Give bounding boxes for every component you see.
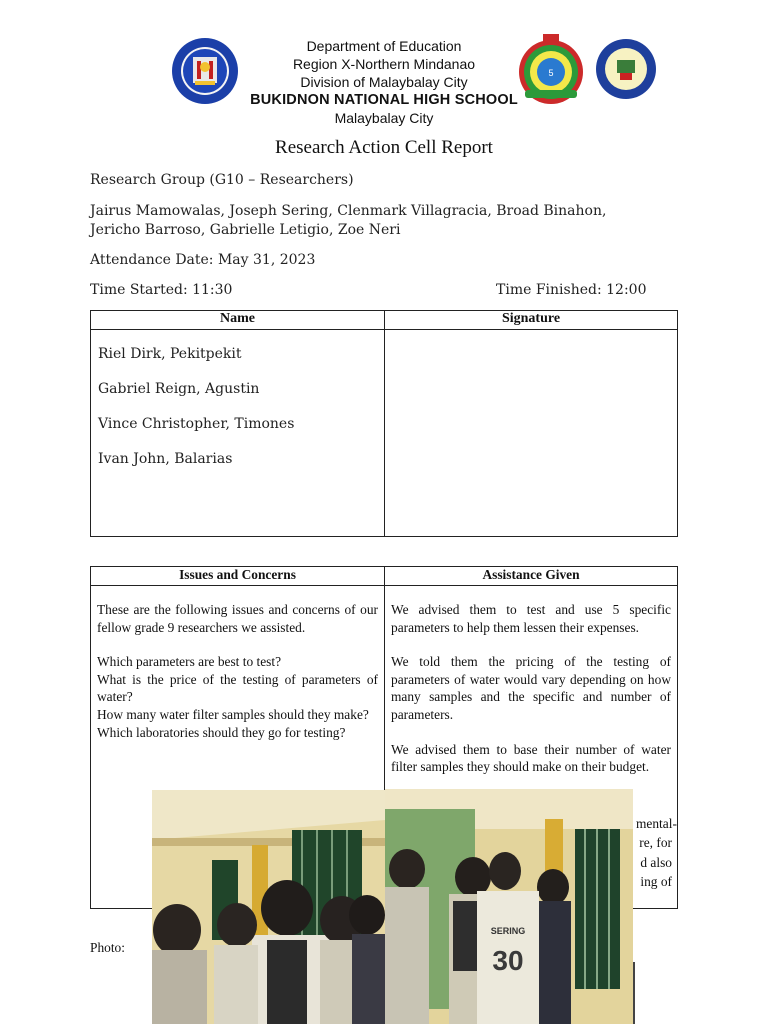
assistance-header: Assistance Given — [385, 567, 678, 586]
assistance-item: We advised them to test and use 5 specific parameters to help them lessen their expenses. — [391, 602, 671, 635]
assistance-item: We told them the pricing of the testing of parameters of water would vary depending on how many samples and the specific and number of parameters. — [391, 654, 671, 722]
issues-header: Issues and Concerns — [91, 567, 385, 586]
attendee-name: Ivan John, Balarias — [98, 451, 233, 467]
attendee-name: Vince Christopher, Timones — [98, 416, 295, 432]
names-cell — [91, 330, 385, 537]
time-started: Time Started: 11:30 — [90, 282, 233, 298]
assistance-overflow — [636, 814, 677, 891]
name-header: Name — [91, 311, 385, 330]
signature-header: Signature — [385, 311, 678, 330]
city-line: Malaybalay City — [334, 110, 434, 126]
issue-item: Which laboratories should they go for testing? — [97, 724, 346, 740]
attendance-table — [90, 310, 678, 537]
partial-text: d also — [640, 854, 672, 870]
partial-text: mental- — [636, 816, 677, 831]
photo-label: Photo: — [90, 940, 125, 955]
issue-item: How many water filter samples should they make? — [97, 706, 369, 722]
region-line: Region X-Northern Mindanao — [292, 56, 476, 72]
attendance-date: Attendance Date: May 31, 2023 — [90, 252, 316, 268]
school-name: BUKIDNON NATIONAL HIGH SCHOOL — [250, 92, 518, 108]
research-group: Research Group (G10 – Researchers) — [90, 172, 354, 188]
department-line: Department of Education — [306, 38, 462, 54]
division-line: Division of Malaybalay City — [300, 74, 468, 90]
jersey-name: SERING — [490, 926, 526, 936]
attendee-name: Riel Dirk, Pekitpekit — [98, 346, 242, 362]
table-edge — [633, 962, 635, 1024]
attendee-name: Gabriel Reign, Agustin — [98, 381, 260, 397]
partial-text: ing of — [640, 873, 672, 889]
issues-intro: These are the following issues and concerns of our fellow grade 9 researchers we assisted. — [97, 602, 378, 635]
issue-item: Which parameters are best to test? — [97, 654, 282, 670]
report-title: Research Action Cell Report — [275, 137, 493, 158]
jersey-number: 30 — [492, 945, 524, 976]
group-photo-right — [385, 789, 633, 1024]
group-photo-left — [152, 790, 385, 1024]
issue-item: What is the price of the testing of parameters of water? — [97, 671, 378, 705]
assistance-item: We advised them to base their number of water filter samples they should make on their budget. — [391, 741, 671, 775]
time-finished: Time Finished: 12:00 — [496, 282, 647, 298]
svg-text:5: 5 — [548, 68, 554, 78]
partial-text: re, for — [639, 835, 672, 851]
signature-cell — [385, 330, 678, 537]
members-line-1: Jairus Mamowalas, Joseph Sering, Clenmark Villagracia, Broad Binahon, — [90, 203, 607, 219]
members-line-2: Jericho Barroso, Gabrielle Letigio, Zoe Neri — [90, 222, 401, 238]
